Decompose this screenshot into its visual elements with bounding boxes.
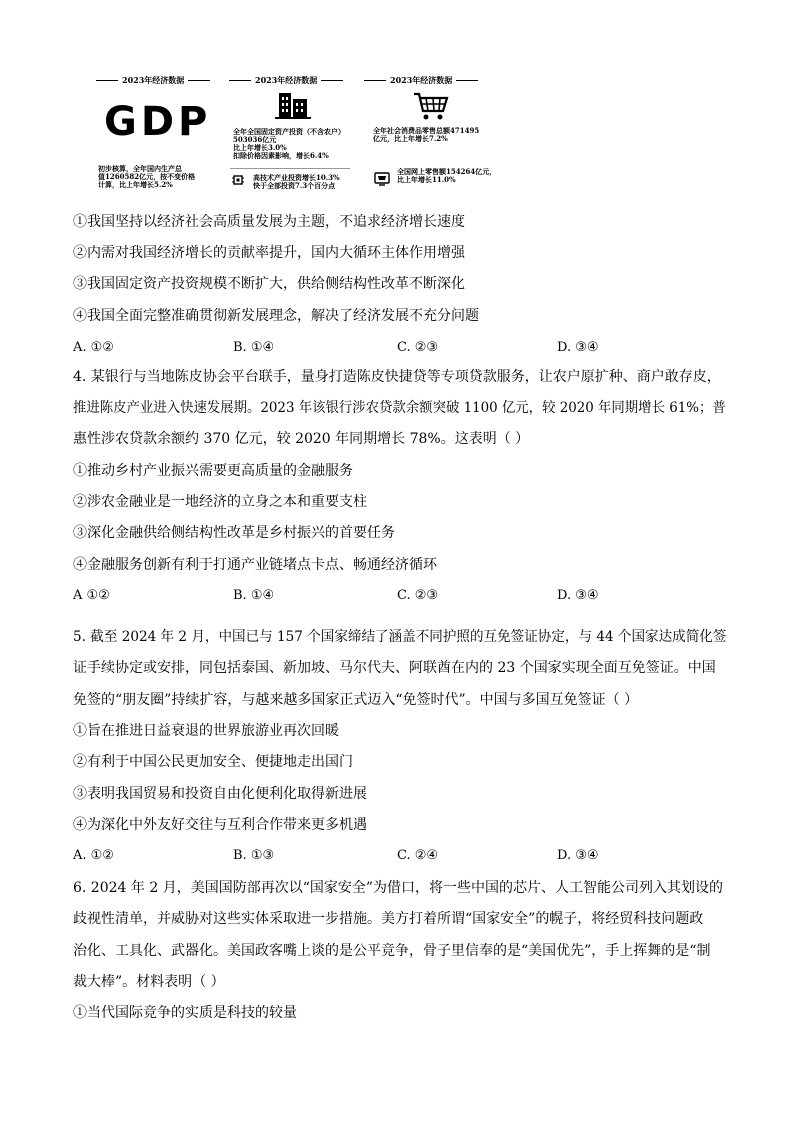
gdp-label: GDP — [104, 99, 212, 145]
list-item: ②有利于中国公民更加安全、便捷地走出国门 — [73, 754, 353, 770]
option-d: D. ③④ — [557, 588, 599, 603]
invest-text: 全年全国固定资产投资（不含农户） 503036亿元 比上年增长3.0% 扣除价格因素影响，增长6.4% — [233, 127, 345, 160]
list-item: ②内需对我国经济增长的贡献率提升，国内大循环主体作用增强 — [73, 245, 465, 261]
panel-title-retail: 2023年经济数据 — [364, 75, 478, 86]
list-item: ③深化金融供给侧结构性改革是乡村振兴的首要任务 — [73, 525, 395, 541]
option-c: C. ②④ — [397, 848, 439, 863]
option-b: B. ①③ — [233, 848, 275, 863]
divider — [230, 168, 350, 169]
option-b: B. ①④ — [233, 340, 275, 355]
list-item: ①当代国际竞争的实质是科技的较量 — [73, 1005, 297, 1021]
option-d: D. ③④ — [557, 848, 599, 863]
question-stem-line: 5. 截至 2024 年 2 月，中国已与 157 个国家缔结了涵盖不同护照的互免签证协定，与 44 个国家达成简化签 — [73, 629, 727, 645]
question-stem-line: 4. 某银行与当地陈皮协会平台联手，量身打造陈皮快捷贷等专项贷款服务，让农户原扩种、商户敢存皮， — [73, 369, 721, 385]
question-stem-line: 证手续协定或安排，同包括泰国、新加坡、马尔代夫、阿联酋在内的 23 个国家实现全面互免签证。中国 — [73, 660, 716, 676]
question-stem-line: 治化、工具化、武器化。美国政客嘴上谈的是公平竞争，骨子里信奉的是“美国优先”，手上挥舞的是“制 — [73, 943, 711, 959]
option-a: A ①② — [73, 588, 110, 603]
online-text: 全国网上零售额154264亿元， 比上年增长11.0% — [397, 167, 497, 184]
question-stem-line: 歧视性清单，并威胁对这些实体采取进一步措施。美方打着所谓“国家安全”的幌子，将经贸科技问题政 — [73, 911, 704, 927]
option-c: C. ②③ — [397, 588, 439, 603]
panel-title-gdp: 2023年经济数据 — [96, 75, 210, 86]
retail-text: 全年社会消费品零售总额471495 亿元，比上年增长7.2% — [373, 126, 480, 143]
option-a: A. ①② — [73, 340, 114, 355]
online-shop-icon — [374, 170, 390, 186]
question-stem-line: 惠性涉农贷款余额约 370 亿元，较 2020 年同期增长 78%。这表明（ ） — [73, 431, 530, 447]
list-item: ①我国坚持以经济社会高质量发展为主题，不追求经济增长速度 — [73, 214, 465, 230]
panel-title-invest: 2023年经济数据 — [229, 75, 343, 86]
gdp-text: 初步核算，全年国内生产总 值1260582亿元，按不变价格 计算，比上年增长5.2% — [98, 164, 196, 189]
question-stem-line: 裁大棒”。材料表明（ ） — [73, 974, 225, 990]
list-item: ④我国全面完整准确贯彻新发展理念，解决了经济发展不充分问题 — [73, 308, 479, 324]
list-item: ②涉农金融业是一地经济的立身之本和重要支柱 — [73, 494, 367, 510]
option-c: C. ②③ — [397, 340, 439, 355]
list-item: ④金融服务创新有利于打通产业链堵点卡点、畅通经济循环 — [73, 557, 437, 573]
list-item: ③我国固定资产投资规模不断扩大，供给侧结构性改革不断深化 — [73, 276, 465, 292]
question-stem-line: 6. 2024 年 2 月，美国国防部再次以“国家安全”为借口，将一些中国的芯片、人工智能公司列入其划设的 — [73, 880, 724, 896]
question-stem-line: 免签的“朋友圈”持续扩容，与越来越多国家正式迈入“免签时代”。中国与多国互免签证（ ） — [73, 692, 639, 708]
shopping-cart-icon — [413, 91, 449, 121]
hightech-text: 高技术产业投资增长10.3% 快于全部投资7.3个百分点 — [253, 173, 340, 190]
list-item: ①推动乡村产业振兴需要更高质量的金融服务 — [73, 463, 353, 479]
list-item: ③表明我国贸易和投资自由化便利化取得新进展 — [73, 786, 367, 802]
option-a: A. ①② — [73, 848, 114, 863]
building-icon — [275, 91, 313, 119]
question-stem-line: 推进陈皮产业进入快速发展期。2023 年该银行涉农贷款余额突破 1100 亿元，较 2020 年同期增长 61%；普 — [73, 400, 726, 416]
chip-icon — [232, 174, 244, 186]
list-item: ①旨在推进日益衰退的世界旅游业再次回暖 — [73, 723, 339, 739]
list-item: ④为深化中外友好交往与互利合作带来更多机遇 — [73, 817, 367, 833]
option-b: B. ①④ — [233, 588, 275, 603]
option-d: D. ③④ — [557, 340, 599, 355]
